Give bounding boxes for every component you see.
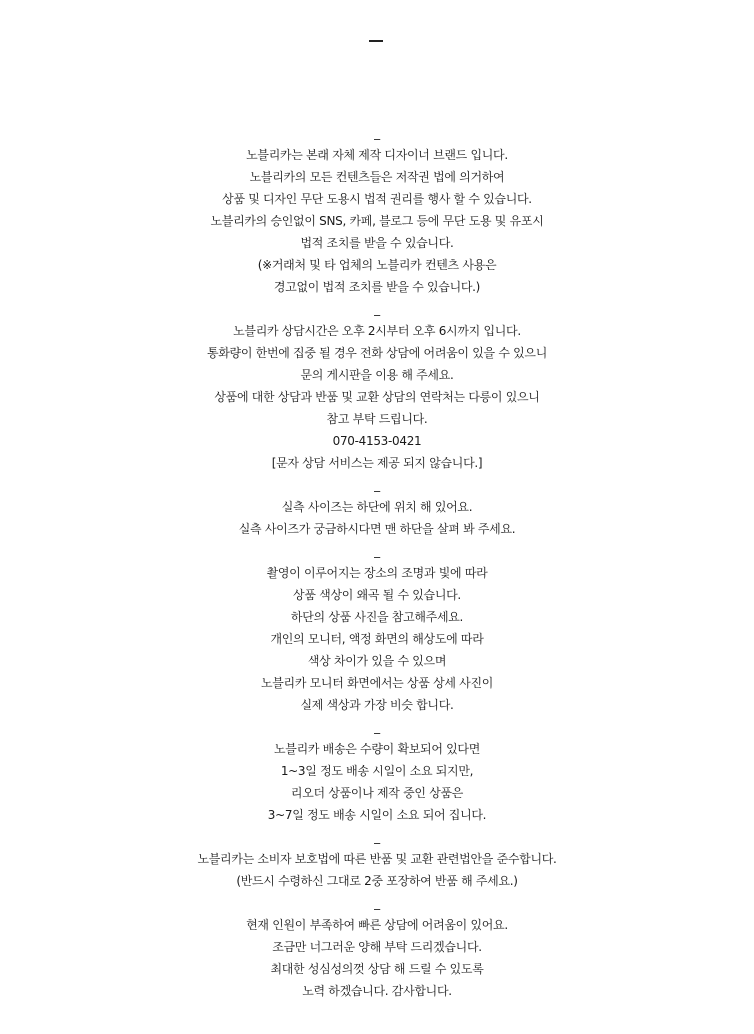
notice-line: 노블리카는 본래 자체 제작 디자이너 브랜드 입니다. — [246, 148, 508, 162]
notice-line: 노블리카 상담시간은 오후 2시부터 오후 6시까지 입니다. — [233, 324, 521, 338]
notice-line: 색상 차이가 있을 수 있으며 — [307, 654, 447, 668]
notice-line: (※거래처 및 타 업체의 노블리카 컨텐츠 사용은 — [257, 258, 497, 272]
section-separator — [0, 122, 754, 144]
section-separator — [0, 892, 754, 914]
notice-line: 노블리카 배송은 수량이 확보되어 있다면 — [273, 742, 481, 756]
notice-line: 노력 하겠습니다. 감사합니다. — [302, 984, 452, 998]
separator-mark: _ — [374, 830, 380, 844]
notice-line: 070-4153-0421 — [332, 434, 422, 448]
separator-mark: _ — [374, 478, 380, 492]
section-separator — [0, 540, 754, 562]
notice-line: 법적 조치를 받을 수 있습니다. — [300, 236, 454, 250]
notice-line: 하단의 상품 사진을 참고해주세요. — [290, 610, 464, 624]
notice-line: 최대한 성심성의껏 상담 해 드릴 수 있도록 — [270, 962, 484, 976]
notice-line: 3~7일 정도 배송 시일이 소요 되어 집니다. — [267, 808, 487, 822]
notice-line: 통화량이 한번에 집중 될 경우 전화 상담에 어려움이 있을 수 있으니 — [206, 346, 548, 360]
notice-line: 개인의 모니터, 액정 화면의 해상도에 따라 — [270, 632, 484, 646]
top-divider — [369, 40, 383, 42]
separator-mark: _ — [374, 126, 380, 140]
notice-line: 1~3일 정도 배송 시일이 소요 되지만, — [280, 764, 474, 778]
notice-line: (반드시 수령하신 그대로 2중 포장하여 반품 해 주세요.) — [236, 874, 518, 888]
notice-line: 노블리카 모니터 화면에서는 상품 상세 사진이 — [260, 676, 494, 690]
section-separator — [0, 474, 754, 496]
notice-line: 리오더 상품이나 제작 중인 상품은 — [290, 786, 464, 800]
section-separator — [0, 716, 754, 738]
notice-line: 참고 부탁 드립니다. — [326, 412, 428, 426]
notice-line: 상품 및 디자인 무단 도용시 법적 권리를 행사 할 수 있습니다. — [222, 192, 532, 206]
notice-line: 조금만 너그러운 양해 부탁 드리겠습니다. — [272, 940, 482, 954]
separator-mark: _ — [374, 720, 380, 734]
notice-line: 노블리카의 모든 컨텐츠들은 저작권 법에 의거하여 — [249, 170, 505, 184]
notice-line: 현재 인원이 부족하여 빠른 상담에 어려움이 있어요. — [246, 918, 508, 932]
section-separator — [0, 298, 754, 320]
section-separator — [0, 826, 754, 848]
notice-line: 촬영이 이루어지는 장소의 조명과 빛에 따라 — [266, 566, 488, 580]
separator-mark: _ — [374, 544, 380, 558]
notice-line: 노블리카는 소비자 보호법에 따른 반품 및 교환 관련법안을 준수합니다. — [197, 852, 557, 866]
notice-line: [문자 상담 서비스는 제공 되지 않습니다.] — [271, 456, 483, 470]
separator-mark: _ — [374, 896, 380, 910]
notice-line: 실측 사이즈는 하단에 위치 해 있어요. — [281, 500, 473, 514]
notice-line: 상품에 대한 상담과 반품 및 교환 상담의 연락처는 다릉이 있으니 — [214, 390, 540, 404]
notice-line: 실측 사이즈가 궁금하시다면 맨 하단을 살펴 봐 주세요. — [238, 522, 516, 536]
notice-text-block — [0, 122, 754, 1002]
notice-line: 상품 색상이 왜곡 될 수 있습니다. — [293, 588, 461, 602]
notice-line: 실제 색상과 가장 비슷 합니다. — [300, 698, 454, 712]
notice-line: 노블리카의 승인없이 SNS, 카페, 블로그 등에 무단 도용 및 유포시 — [210, 214, 544, 228]
notice-line: 문의 게시판을 이용 해 주세요. — [300, 368, 454, 382]
separator-mark: _ — [374, 302, 380, 316]
notice-line: 경고없이 법적 조치를 받을 수 있습니다.) — [273, 280, 481, 294]
